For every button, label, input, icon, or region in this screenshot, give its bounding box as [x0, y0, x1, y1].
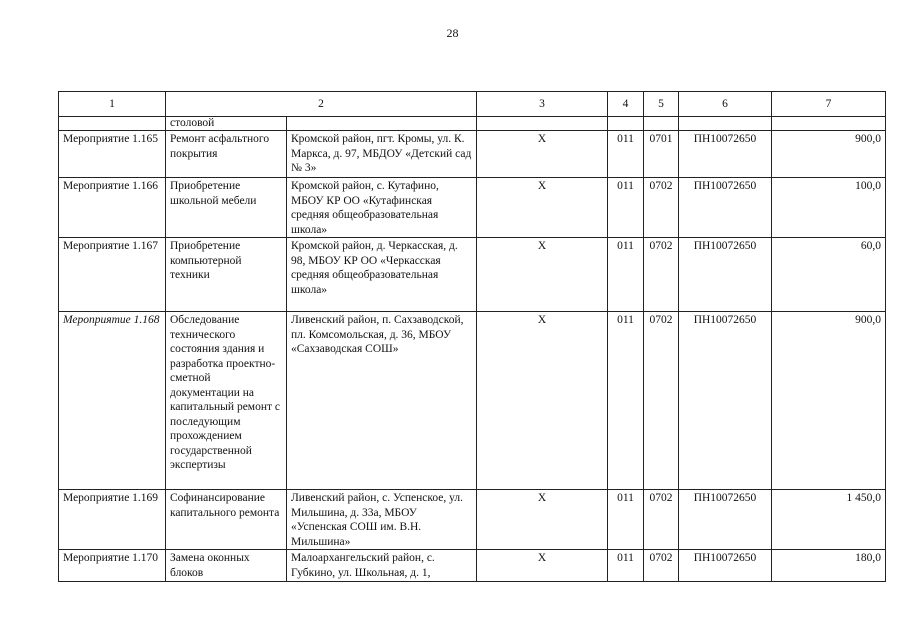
header-cell: 7 [772, 92, 886, 117]
header-cell: 5 [644, 92, 679, 117]
col7-cell: 900,0 [772, 312, 886, 490]
col7-cell: 180,0 [772, 550, 886, 582]
table-cell [679, 117, 772, 131]
table-row [59, 178, 886, 238]
measure-address: Кромской район, пгт. Кромы, ул. К. Маркса, д. 97, МБДОУ «Детский сад № 3» [287, 131, 477, 178]
col3-cell: Х [477, 178, 608, 238]
col5-cell: 0702 [644, 490, 679, 550]
header-cell: 4 [608, 92, 644, 117]
continuation-text: столовой [166, 117, 287, 131]
col6-cell: ПН10072650 [679, 312, 772, 490]
measure-action: Обследование технического состояния здания и разработка проектно-сметной документации на капитальный ремонт с последующим прохождением государственной экспертизы [166, 312, 287, 490]
header-cell: 3 [477, 92, 608, 117]
page-number: 28 [446, 26, 459, 40]
table-cell [644, 117, 679, 131]
col4-cell: 011 [608, 178, 644, 238]
table-cell [59, 117, 166, 131]
measure-name: Мероприятие 1.166 [59, 178, 166, 238]
col4-cell: 011 [608, 550, 644, 582]
col5-cell: 0702 [644, 312, 679, 490]
table-row [59, 131, 886, 178]
col3-cell: Х [477, 490, 608, 550]
col4-cell: 011 [608, 238, 644, 312]
measure-action: Софинансирование капитального ремонта [166, 490, 287, 550]
table-row [59, 490, 886, 550]
measure-action: Приобретение компьютерной техники [166, 238, 287, 312]
col5-cell: 0702 [644, 238, 679, 312]
col3-cell: Х [477, 238, 608, 312]
measure-action: Замена оконных блоков [166, 550, 287, 582]
measure-address: Кромской район, д. Черкасская, д. 98, МБОУ КР ОО «Черкасская средняя общеобразовательная школа» [287, 238, 477, 312]
measure-name: Мероприятие 1.168 [59, 312, 166, 490]
col7-cell: 1 450,0 [772, 490, 886, 550]
col3-cell: Х [477, 131, 608, 178]
budget-table [58, 91, 886, 582]
measure-address: Ливенский район, с. Успенское, ул. Мильшина, д. 33а, МБОУ «Успенская СОШ им. В.Н. Мильшина» [287, 490, 477, 550]
header-cell: 2 [166, 92, 477, 117]
measure-name: Мероприятие 1.169 [59, 490, 166, 550]
col3-cell: Х [477, 550, 608, 582]
measure-address: Ливенский район, п. Сахзаводской, пл. Комсомольская, д. 36, МБОУ «Сахзаводская СОШ» [287, 312, 477, 490]
table-cell [608, 117, 644, 131]
col6-cell: ПН10072650 [679, 550, 772, 582]
col5-cell: 0702 [644, 178, 679, 238]
measure-name: Мероприятие 1.170 [59, 550, 166, 582]
col4-cell: 011 [608, 490, 644, 550]
col6-cell: ПН10072650 [679, 178, 772, 238]
header-cell: 6 [679, 92, 772, 117]
col6-cell: ПН10072650 [679, 131, 772, 178]
measure-name: Мероприятие 1.165 [59, 131, 166, 178]
table-header-row [59, 92, 886, 117]
measure-action: Приобретение школьной мебели [166, 178, 287, 238]
col3-cell: Х [477, 312, 608, 490]
measure-name: Мероприятие 1.167 [59, 238, 166, 312]
table-row [59, 312, 886, 490]
col6-cell: ПН10072650 [679, 490, 772, 550]
col4-cell: 011 [608, 131, 644, 178]
header-cell: 1 [59, 92, 166, 117]
col5-cell: 0702 [644, 550, 679, 582]
col6-cell: ПН10072650 [679, 238, 772, 312]
col7-cell: 100,0 [772, 178, 886, 238]
table-cell [477, 117, 608, 131]
table-row [59, 550, 886, 582]
table-cell [287, 117, 477, 131]
measure-address: Кромской район, с. Кутафино, МБОУ КР ОО «Кутафинская средняя общеобразовательная школа» [287, 178, 477, 238]
table-row [59, 238, 886, 312]
col4-cell: 011 [608, 312, 644, 490]
col5-cell: 0701 [644, 131, 679, 178]
measure-address: Малоархангельский район, с. Губкино, ул. Школьная, д. 1, [287, 550, 477, 582]
col7-cell: 900,0 [772, 131, 886, 178]
col7-cell: 60,0 [772, 238, 886, 312]
measure-action: Ремонт асфальтного покрытия [166, 131, 287, 178]
table-row [59, 117, 886, 131]
table-cell [772, 117, 886, 131]
